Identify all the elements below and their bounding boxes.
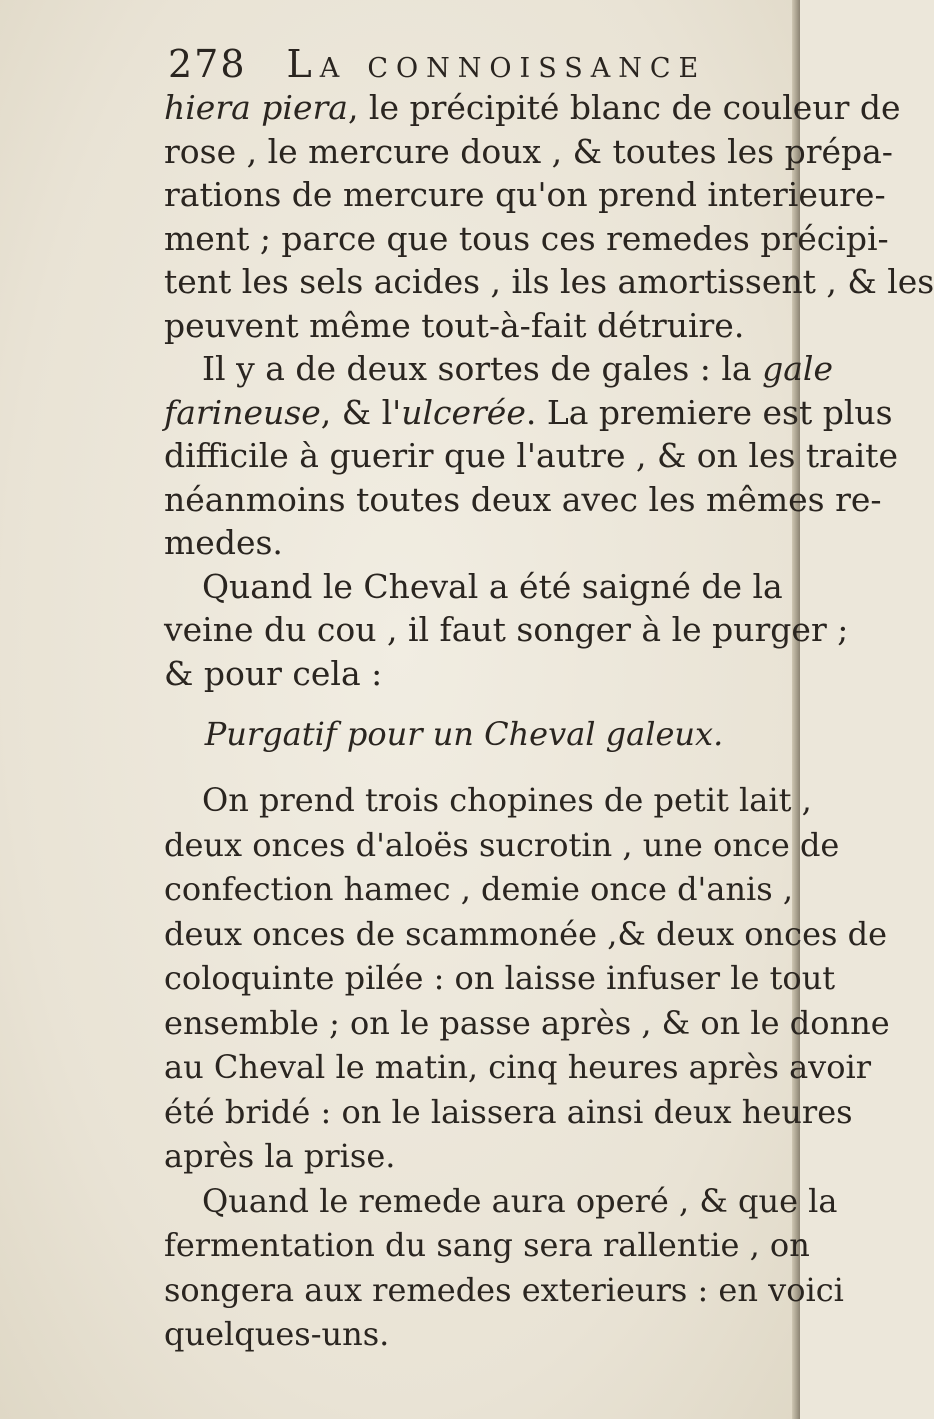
line-text: , le précipité blanc de couleur de bbox=[347, 88, 901, 127]
line-text: . La premiere est plus bbox=[525, 392, 893, 432]
text-line: tent les sels acides , ils les amortissent , & les bbox=[164, 262, 934, 301]
text-line: coloquinte pilée : on laisse infuser le tout bbox=[164, 959, 836, 997]
text-line: medes. bbox=[164, 523, 283, 562]
italic-term: farineuse bbox=[164, 392, 321, 432]
italic-term: ulcerée bbox=[401, 392, 526, 432]
text-line: rations de mercure qu'on prend interieure- bbox=[164, 175, 886, 214]
text-line: & pour cela : bbox=[164, 653, 383, 693]
text-line: quelques-uns. bbox=[164, 1315, 390, 1353]
running-title: La connoissance bbox=[286, 42, 707, 86]
line-text: Il y a de deux sortes de gales : la bbox=[202, 349, 763, 388]
text-line: deux onces d'aloës sucrotin , une once de bbox=[164, 825, 840, 864]
italic-term: gale bbox=[762, 349, 833, 388]
text-block-1 bbox=[164, 86, 934, 695]
text-line: difficile à guerir que l'autre , & on les traite bbox=[164, 436, 898, 475]
text-line: Quand le remede aura operé , & que la bbox=[202, 1181, 838, 1220]
text-line: ment ; parce que tous ces remedes précipi- bbox=[164, 218, 889, 258]
text-line bbox=[164, 86, 901, 130]
text-line: deux onces de scammonée ,& deux onces de bbox=[164, 914, 888, 953]
section-title: Purgatif pour un Cheval galeux. bbox=[204, 715, 724, 753]
line-text: , & l' bbox=[320, 392, 402, 432]
text-line: peuvent même tout-à-fait détruire. bbox=[164, 305, 745, 345]
page-number: 278 bbox=[168, 42, 247, 86]
text-line: On prend trois chopines de petit lait , bbox=[202, 781, 812, 819]
text-line: ensemble ; on le passe après , & on le donne bbox=[164, 1003, 890, 1042]
text-line bbox=[164, 391, 893, 435]
text-line: au Cheval le matin, cinq heures après avoir bbox=[164, 1048, 872, 1086]
text-line: Quand le Cheval a été saigné de la bbox=[202, 566, 783, 606]
text-line: été bridé : on le laissera ainsi deux heures bbox=[164, 1092, 853, 1131]
text-line: après la prise. bbox=[164, 1137, 396, 1175]
text-line: néanmoins toutes deux avec les mêmes re- bbox=[164, 479, 882, 519]
text-line: confection hamec , demie once d'anis , bbox=[164, 870, 794, 908]
text-line bbox=[164, 347, 833, 391]
text-line: songera aux remedes exterieurs : en voici bbox=[164, 1270, 844, 1309]
text-block-2 bbox=[164, 778, 890, 1357]
text-line: rose , le mercure doux , & toutes les prépa- bbox=[164, 131, 893, 171]
text-line: fermentation du sang sera rallentie , on bbox=[164, 1226, 810, 1264]
italic-term: hiera piera bbox=[164, 88, 348, 127]
text-line: veine du cou , il faut songer à le purger ; bbox=[164, 610, 849, 649]
